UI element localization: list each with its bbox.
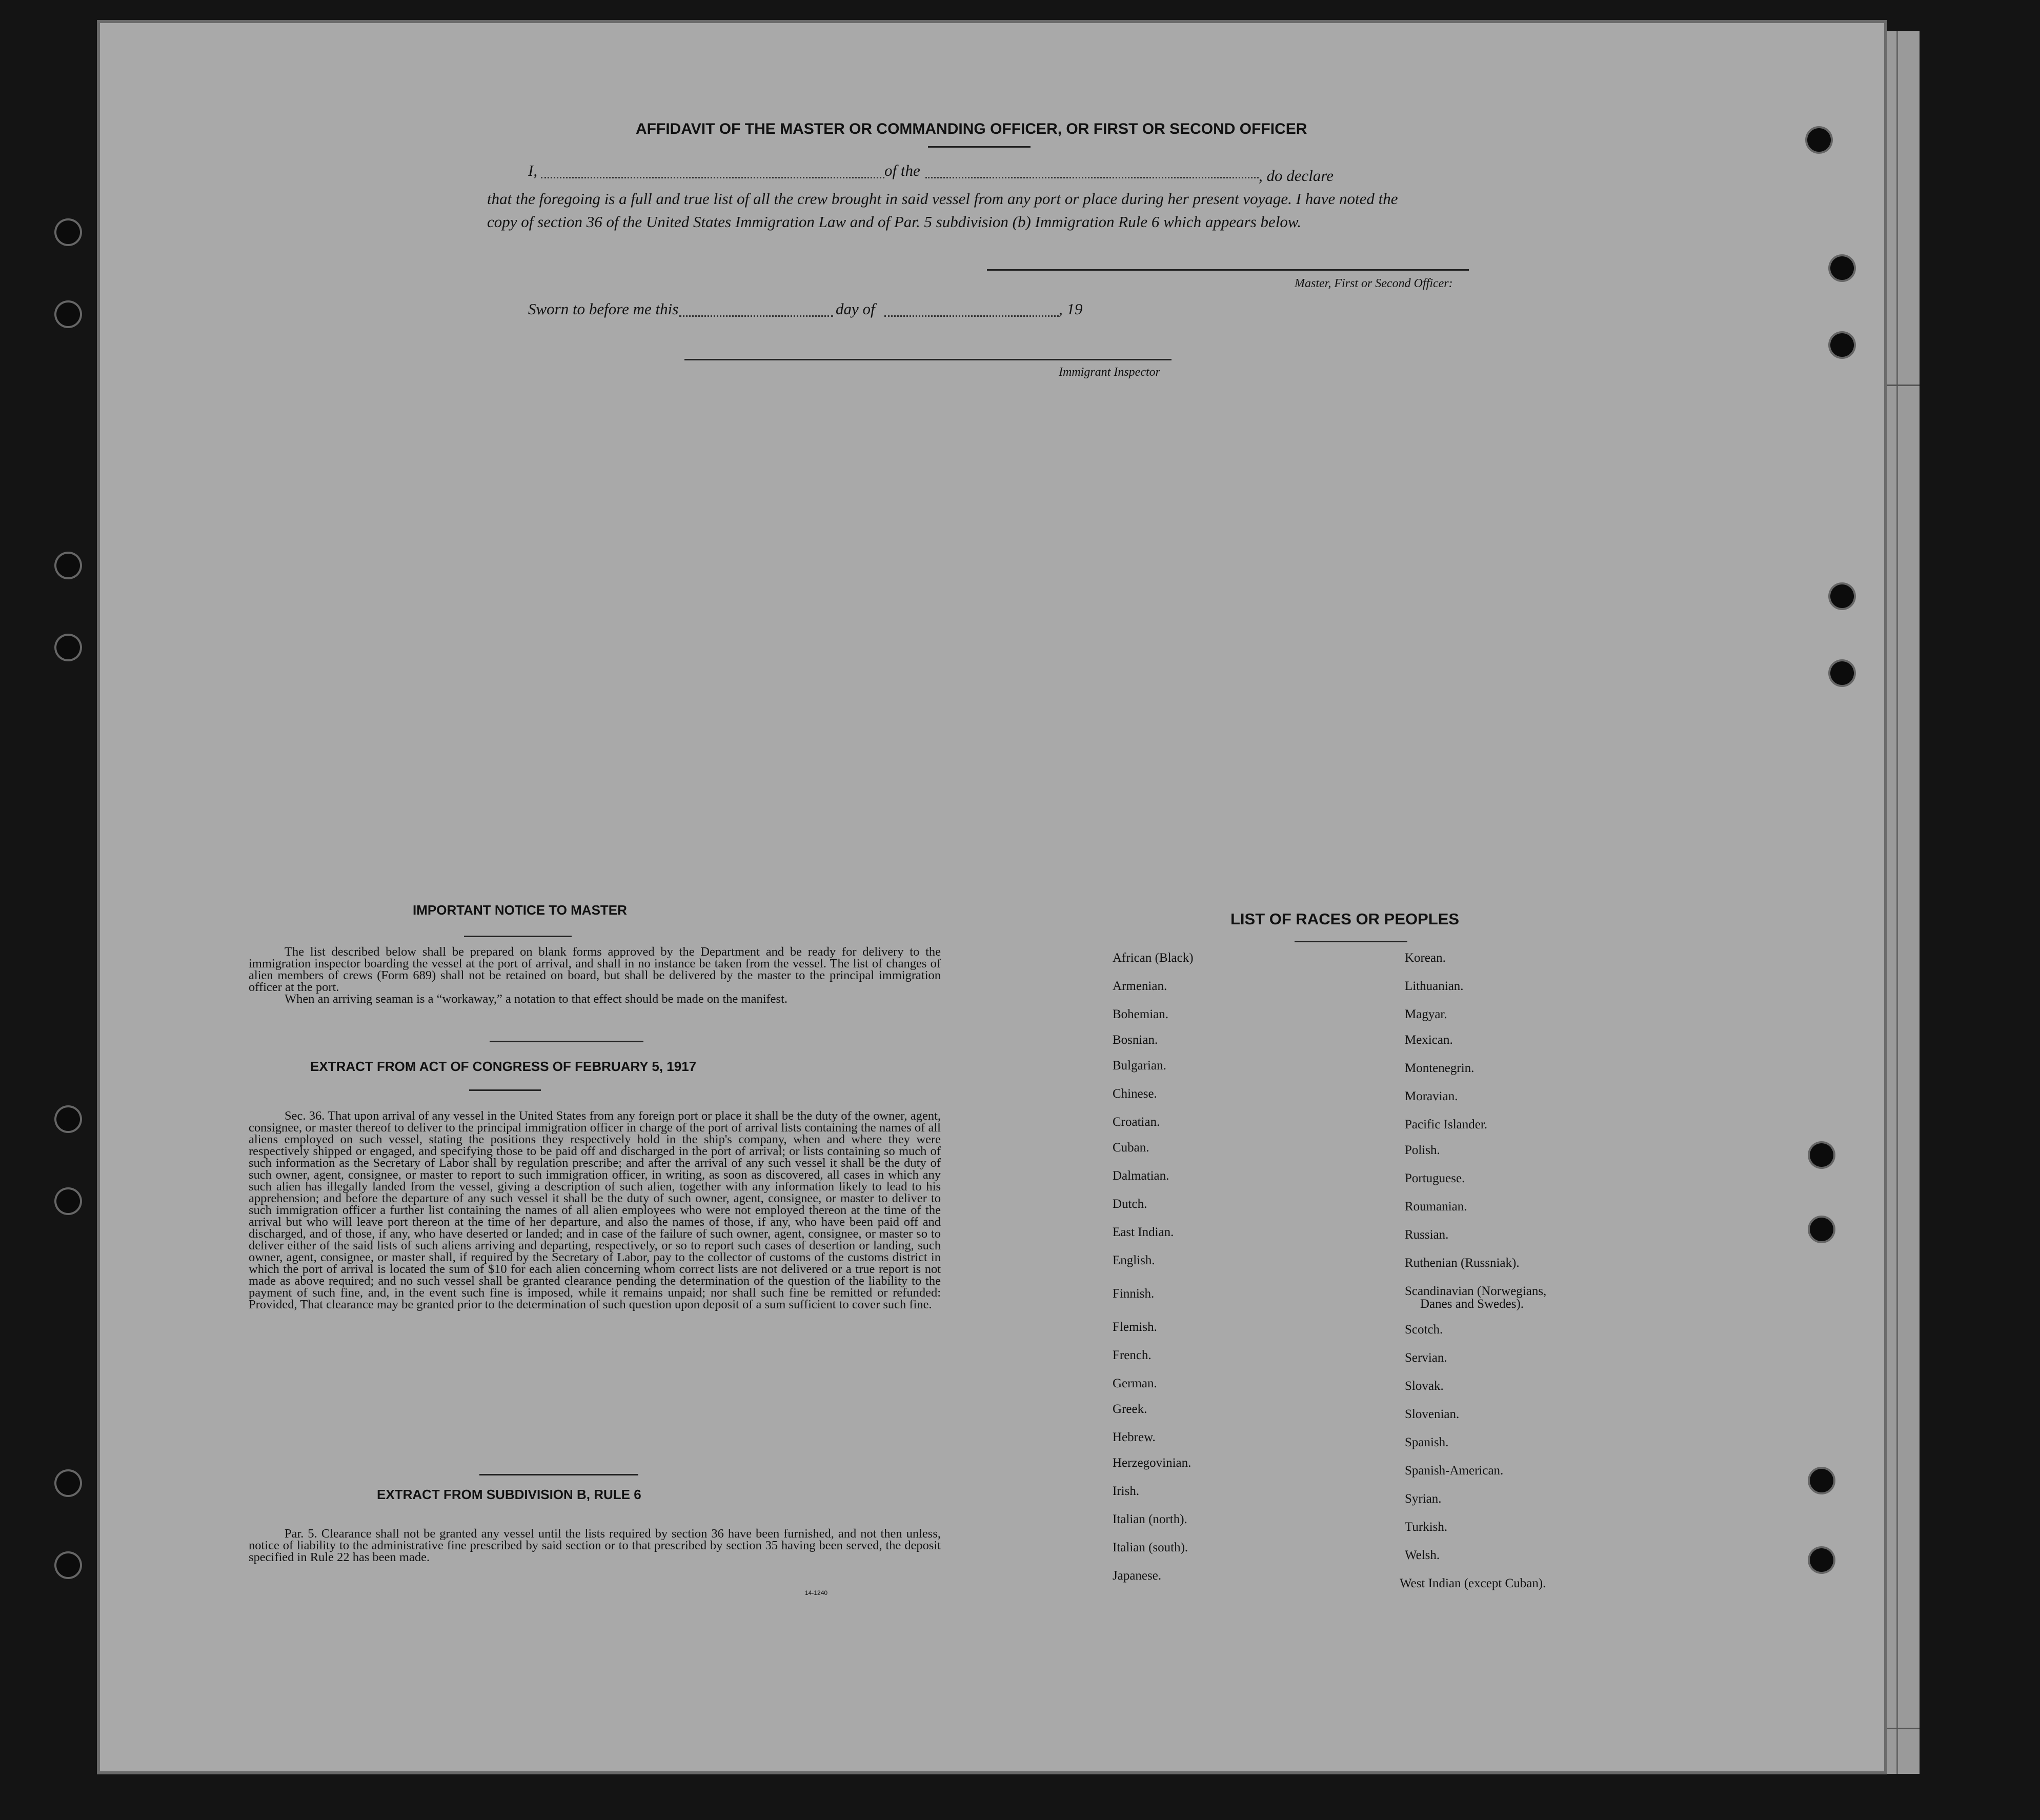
race-item: Dutch. (1113, 1197, 1147, 1211)
name-blank (541, 177, 884, 178)
binding-hole (56, 1471, 80, 1495)
master-signature-line (987, 269, 1469, 271)
binding-hole (56, 302, 80, 326)
form-number: 14-1240 (805, 1589, 828, 1596)
race-item: Slovenian. (1405, 1407, 1460, 1421)
document-page (100, 23, 1884, 1771)
race-item: Spanish. (1405, 1435, 1449, 1449)
rule-par-5: Par. 5. Clearance shall not be granted any vessel until the lists required by section 36 have been furnished, and not then unless, notice of liability to the administrative fine prescribed by said section or to that prescribed by section 35 having been served, the deposit specified in Rule 22 has been made. (249, 1527, 941, 1564)
binding-hole (1830, 333, 1854, 357)
binding-hole (1810, 1469, 1833, 1492)
race-item: Cuban. (1113, 1141, 1149, 1155)
master-signature-label: Master, First or Second Officer: (1295, 277, 1453, 290)
notice-paragraph-1: The list described below shall be prepared on blank forms approved by the Department and be ready for delivery to the immigration inspector boarding the vessel at the port of arrival, and shall in no instance be taken from the vessel. The list of changes of alien members of crews (Form 689) shall not be retained on board, but shall be delivered by the master to the principal immigration officer at the port. (249, 945, 941, 994)
act-extract-text (249, 1110, 941, 1310)
race-item: Bohemian. (1113, 1007, 1169, 1021)
binding-hole (56, 554, 80, 577)
strip-rule (1896, 31, 1898, 1774)
race-item: Ruthenian (Russniak). (1405, 1256, 1520, 1270)
binding-hole (1810, 1218, 1833, 1241)
binding-hole (56, 1553, 80, 1577)
race-item: Italian (north). (1113, 1512, 1187, 1526)
binding-hole (1807, 128, 1831, 152)
race-item: Montenegrin. (1405, 1061, 1475, 1075)
section-divider (490, 1041, 643, 1042)
race-item: Japanese. (1113, 1569, 1162, 1583)
race-item: Dalmatian. (1113, 1169, 1169, 1183)
rule-extract-text (249, 1528, 941, 1563)
inspector-signature-line (684, 359, 1172, 360)
race-item: African (Black) (1113, 951, 1194, 965)
act-extract-title: EXTRACT FROM ACT OF CONGRESS OF FEBRUARY 5, 1917 (310, 1059, 697, 1074)
race-item: Armenian. (1113, 979, 1167, 993)
race-item: West Indian (except Cuban). (1400, 1576, 1546, 1590)
race-item: Lithuanian. (1405, 979, 1464, 993)
binding-hole (1830, 584, 1854, 608)
title-underline (928, 146, 1031, 148)
race-item: Chinese. (1113, 1087, 1157, 1101)
affidavit-declare: , do declare (1259, 167, 1334, 185)
race-item: Korean. (1405, 951, 1446, 965)
affidavit-i: I, (528, 161, 538, 179)
binding-hole (56, 636, 80, 659)
race-item: Portuguese. (1405, 1171, 1465, 1185)
race-item: East Indian. (1113, 1225, 1174, 1239)
act-underline (469, 1089, 541, 1091)
affidavit-of-the: of the (884, 161, 920, 179)
inspector-label: Immigrant Inspector (1059, 366, 1160, 379)
races-underline (1295, 941, 1407, 942)
vessel-blank (925, 177, 1259, 178)
notice-paragraph-2: When an arriving seaman is a “workaway,” a notation to that effect should be made on the manifest. (285, 992, 788, 1006)
race-item: Hebrew. (1113, 1430, 1156, 1444)
race-item: Spanish-American. (1405, 1464, 1504, 1478)
race-item: Danes and Swedes). (1420, 1297, 1524, 1311)
race-item: Pacific Islander. (1405, 1118, 1488, 1131)
act-section-36: Sec. 36. That upon arrival of any vessel in the United States from any foreign port or place it shall be the duty of the owner, agent, consignee, or master thereof to deliver to the principal immigration officer in charge of the port of arrival lists containing the names of all aliens employed on such vessel, stating the positions they respectively hold in the ship's company, when and where they were respectively shipped or engaged, and specifying those to be paid off and discharged in the port of arrival; or lists containing so much of such information as the Secretary of Labor shall by regulation prescribe; and after the arrival of any such vessel it shall be the duty of such owner, agent, consignee, or master to report to such immigration officer, in writing, as soon as discovered, all cases in which any such alien has illegally landed from the vessel, giving a description of such alien, together with any information likely to lead to his apprehension; and before the departure of any such vessel it shall be the duty of such owner, agent, consignee, or master to deliver to such immigration officer a further list containing the names of all alien employees who were not employed thereon at the time of the arrival but who will leave port thereon at the time of her departure, and also the names of those, if any, who have been paid off and discharged, and of those, if any, who have deserted or landed; and in case of the failure of such owner, agent, consignee, or master so to deliver either of the said lists of such aliens arriving and departing, respectively, or so to report such cases of desertion or landing, such owner, agent, consignee, or master shall, if required by the Secretary of Labor, pay to the collector of customs of the customs district in which the port of arrival is located the sum of $10 for each alien concerning whom correct lists are not delivered or a true report is not made as above required; and no such vessel shall be granted clearance pending the determination of the question of the liability to the payment of such fine, and, in the event such fine is imposed, while it remains unpaid; nor shall such fine be remitted or refunded: Provided, That clearance may be granted prior to the determination of such question upon deposit of a sum sufficient to cover such fine. (249, 1109, 941, 1311)
race-item: Greek. (1113, 1402, 1147, 1416)
binding-hole (1830, 256, 1854, 280)
binding-hole (1830, 661, 1854, 685)
race-item: Syrian. (1405, 1492, 1442, 1506)
year-text: , 19 (1059, 300, 1083, 318)
race-item: Scandinavian (Norwegians, (1405, 1284, 1547, 1298)
affidavit-line2: that the foregoing is a full and true list of all the crew brought in said vessel from any port or place during her present voyage. I have noted the (487, 190, 1398, 208)
race-item: Magyar. (1405, 1007, 1447, 1021)
day-of-text: day of (836, 300, 875, 318)
notice-text (249, 946, 941, 1005)
sworn-day-blank (679, 315, 833, 317)
race-item: German. (1113, 1377, 1157, 1390)
race-item: Herzegovinian. (1113, 1456, 1191, 1470)
race-item: Russian. (1405, 1228, 1449, 1242)
race-item: Finnish. (1113, 1287, 1155, 1301)
race-item: Italian (south). (1113, 1541, 1188, 1554)
races-title: LIST OF RACES OR PEOPLES (1230, 910, 1460, 928)
race-item: Bosnian. (1113, 1033, 1158, 1047)
race-item: French. (1113, 1348, 1152, 1362)
binding-hole (1810, 1143, 1833, 1167)
affidavit-line3: copy of section 36 of the United States Immigration Law and of Par. 5 subdivision (b) Immigration Rule 6 which appears below. (487, 213, 1302, 231)
race-item: Servian. (1405, 1351, 1447, 1365)
race-item: Polish. (1405, 1143, 1440, 1157)
sworn-text: Sworn to before me this (528, 300, 679, 318)
binding-hole (56, 220, 80, 244)
section-divider (479, 1474, 638, 1475)
sworn-month-blank (884, 315, 1059, 317)
binding-hole (1810, 1548, 1833, 1572)
notice-underline (464, 936, 572, 937)
binding-hole (56, 1189, 80, 1213)
race-item: English. (1113, 1253, 1155, 1267)
race-item: Slovak. (1405, 1379, 1444, 1393)
affidavit-title: AFFIDAVIT OF THE MASTER OR COMMANDING OFFICER, OR FIRST OR SECOND OFFICER (636, 120, 1307, 137)
race-item: Scotch. (1405, 1323, 1443, 1337)
race-item: Bulgarian. (1113, 1059, 1166, 1073)
race-item: Moravian. (1405, 1089, 1458, 1103)
notice-title: IMPORTANT NOTICE TO MASTER (413, 902, 627, 918)
race-item: Irish. (1113, 1484, 1140, 1498)
rule-extract-title: EXTRACT FROM SUBDIVISION B, RULE 6 (377, 1487, 641, 1502)
binding-hole (56, 1107, 80, 1131)
race-item: Welsh. (1405, 1548, 1440, 1562)
race-item: Croatian. (1113, 1115, 1160, 1129)
race-item: Roumanian. (1405, 1200, 1467, 1214)
race-item: Flemish. (1113, 1320, 1157, 1334)
race-item: Mexican. (1405, 1033, 1453, 1047)
race-item: Turkish. (1405, 1520, 1448, 1534)
